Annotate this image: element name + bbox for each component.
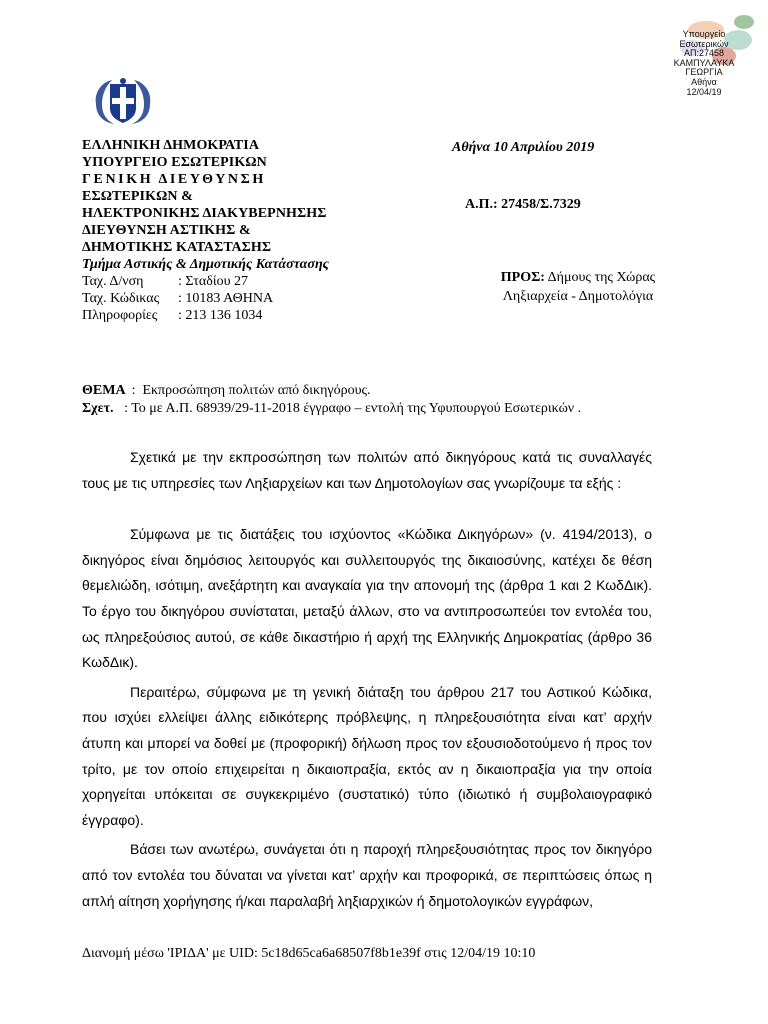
header-line: ΔΗΜΟΤΙΚΗΣ ΚΑΤΑΣΤΑΣΗΣ (82, 240, 272, 255)
issuer-header (82, 137, 462, 324)
distribution-footer: Διανομή μέσω 'ΙΡΙΔΑ' με UID: 5c18d65ca6a68507f8b1e39f στις 12/04/19 10:10 (82, 946, 536, 961)
reference-text: : Το με Α.Π. 68939/29-11-2018 έγγραφο – εντολή της Υφυπουργού Εσωτερικών . (113, 401, 582, 416)
info-row (82, 307, 462, 324)
address-value: : Σταδίου 27 (178, 274, 249, 289)
header-line: ΗΛΕΚΤΡΟΝΙΚΗΣ ΔΙΑΚΥΒΕΡΝΗΣΗΣ (82, 206, 327, 221)
body-paragraph: Περαιτέρω, σύμφωνα με τη γενική διάταξη του άρθρου 217 του Αστικού Κώδικα, που ισχύει ελλείψει άλλης ειδικότερης πρόβλεψης, η πληρεξουσιότητα είναι κατ’ αρχήν άτυπη και μπορεί να δοθεί με (προφορική) δήλωση προς τον εξουσιοδοτούμενο ή προς τον τρίτο, με τον οποίο επιχειρείται η δικαιοπραξία, εκτός αν η δικαιοπραξία για την οποία χορηγείται υπόκειται σε συγκεκριμένο (συστατικό) τύπο (ιδιωτικό ή συμβολαιογραφικό έγγραφο). (82, 683, 652, 828)
body-paragraph: Σχετικά με την εκπροσώπηση των πολιτών από δικηγόρους κατά τις συναλλαγές τους με τις υπηρεσίες των Ληξιαρχείων και των Δημοτολογίων σας γνωρίζουμε τα εξής : (82, 449, 652, 491)
postcode-value: : 10183 ΑΘΗΝΑ (178, 291, 274, 306)
department-name: Τμήμα Αστικής & Δημοτικής Κατάστασης (82, 257, 329, 272)
body-paragraph: Βάσει των ανωτέρω, συνάγεται ότι η παροχή πληρεξουσιότητας προς τον δικηγόρο από τον εντολέα του δύναται να γίνεται κατ’ αρχήν και προφορικά, σε περιπτώσεις όπως η απλή αίτηση χορήγησης ή/και παραλαβή ληξιαρχικών ή δημοτολογικών εγγράφων, (82, 841, 652, 909)
stamp-line: 12/04/19 (686, 86, 722, 97)
recipient-line: Δήμους της Χώρας (544, 270, 656, 285)
postcode-label: Ταχ. Κώδικας (82, 291, 160, 306)
stamp-line: Αθήνα (691, 76, 717, 87)
digital-signature-stamp (654, 14, 762, 104)
recipient-label: ΠΡΟΣ: (500, 270, 545, 285)
address-label: Ταχ. Δ/νση (82, 274, 144, 289)
header-line: ΓΕΝΙΚΗ ΔΙΕΥΘΥΝΣΗ (82, 172, 266, 187)
header-line: ΕΛΛΗΝΙΚΗ ΔΗΜΟΚΡΑΤΙΑ (82, 138, 260, 153)
body-paragraph: Σύμφωνα με τις διατάξεις του ισχύοντος «Κώδικα Δικηγόρων» (ν. 4194/2013), ο δικηγόρος είναι δημόσιος λειτουργός και συλλειτουργός της δικαιοσύνης, κατέχει δε θέση θεμελιώδη, ισότιμη, ανεξάρτητη και αναγκαία για την απονομή της (άρθρα 1 και 2 ΚωδΔικ). Το έργο του δικηγόρου συνίσταται, μεταξύ άλλων, στο να αντιπροσωπεύει τον εντολέα του, ως πληρεξούσιος αυτού, σε κάθε δικαστήριο ή αρχή της Ελληνικής Δημοκρατίας (άρθρο 36 ΚωδΔικ). (82, 526, 652, 671)
info-label: Πληροφορίες (82, 308, 158, 323)
recipient-line: Ληξιαρχεία - Δημοτολόγια (502, 289, 654, 304)
header-line: ΔΙΕΥΘΥΝΣΗ ΑΣΤΙΚΗΣ & (82, 223, 251, 238)
stamp-line: ΚΑΜΠΥΛΑΥΚΑ (673, 57, 735, 68)
protocol-number: Α.Π.: 27458/Σ.7329 (465, 197, 581, 212)
subject-label: ΘΕΜΑ (82, 383, 126, 398)
coat-of-arms-emblem (88, 74, 158, 130)
stamp-line: ΑΠ:27458 (683, 48, 725, 59)
reference-label: Σχετ. (82, 401, 114, 416)
stamp-line: ΓΕΩΡΓΙΑ (685, 67, 723, 78)
greek-coat-of-arms-icon (88, 74, 158, 130)
info-value: : 213 136 1034 (178, 308, 263, 323)
stamp-line: Υπουργείο (682, 29, 726, 39)
stamp-text (654, 30, 754, 97)
header-line: ΥΠΟΥΡΓΕΙΟ ΕΣΩΤΕΡΙΚΩΝ (82, 155, 267, 170)
stamp-line: Εσωτερικών (679, 38, 729, 49)
subject-text: : Εκπροσώπηση πολιτών από δικηγόρους. (131, 383, 371, 398)
letter-body (82, 445, 652, 914)
recipient-block (478, 268, 678, 306)
address-row (82, 273, 462, 290)
postcode-row (82, 290, 462, 307)
header-line: ΕΣΩΤΕΡΙΚΩΝ & (82, 189, 193, 204)
subject-block (82, 382, 722, 418)
document-date: Αθήνα 10 Απριλίου 2019 (452, 140, 595, 155)
